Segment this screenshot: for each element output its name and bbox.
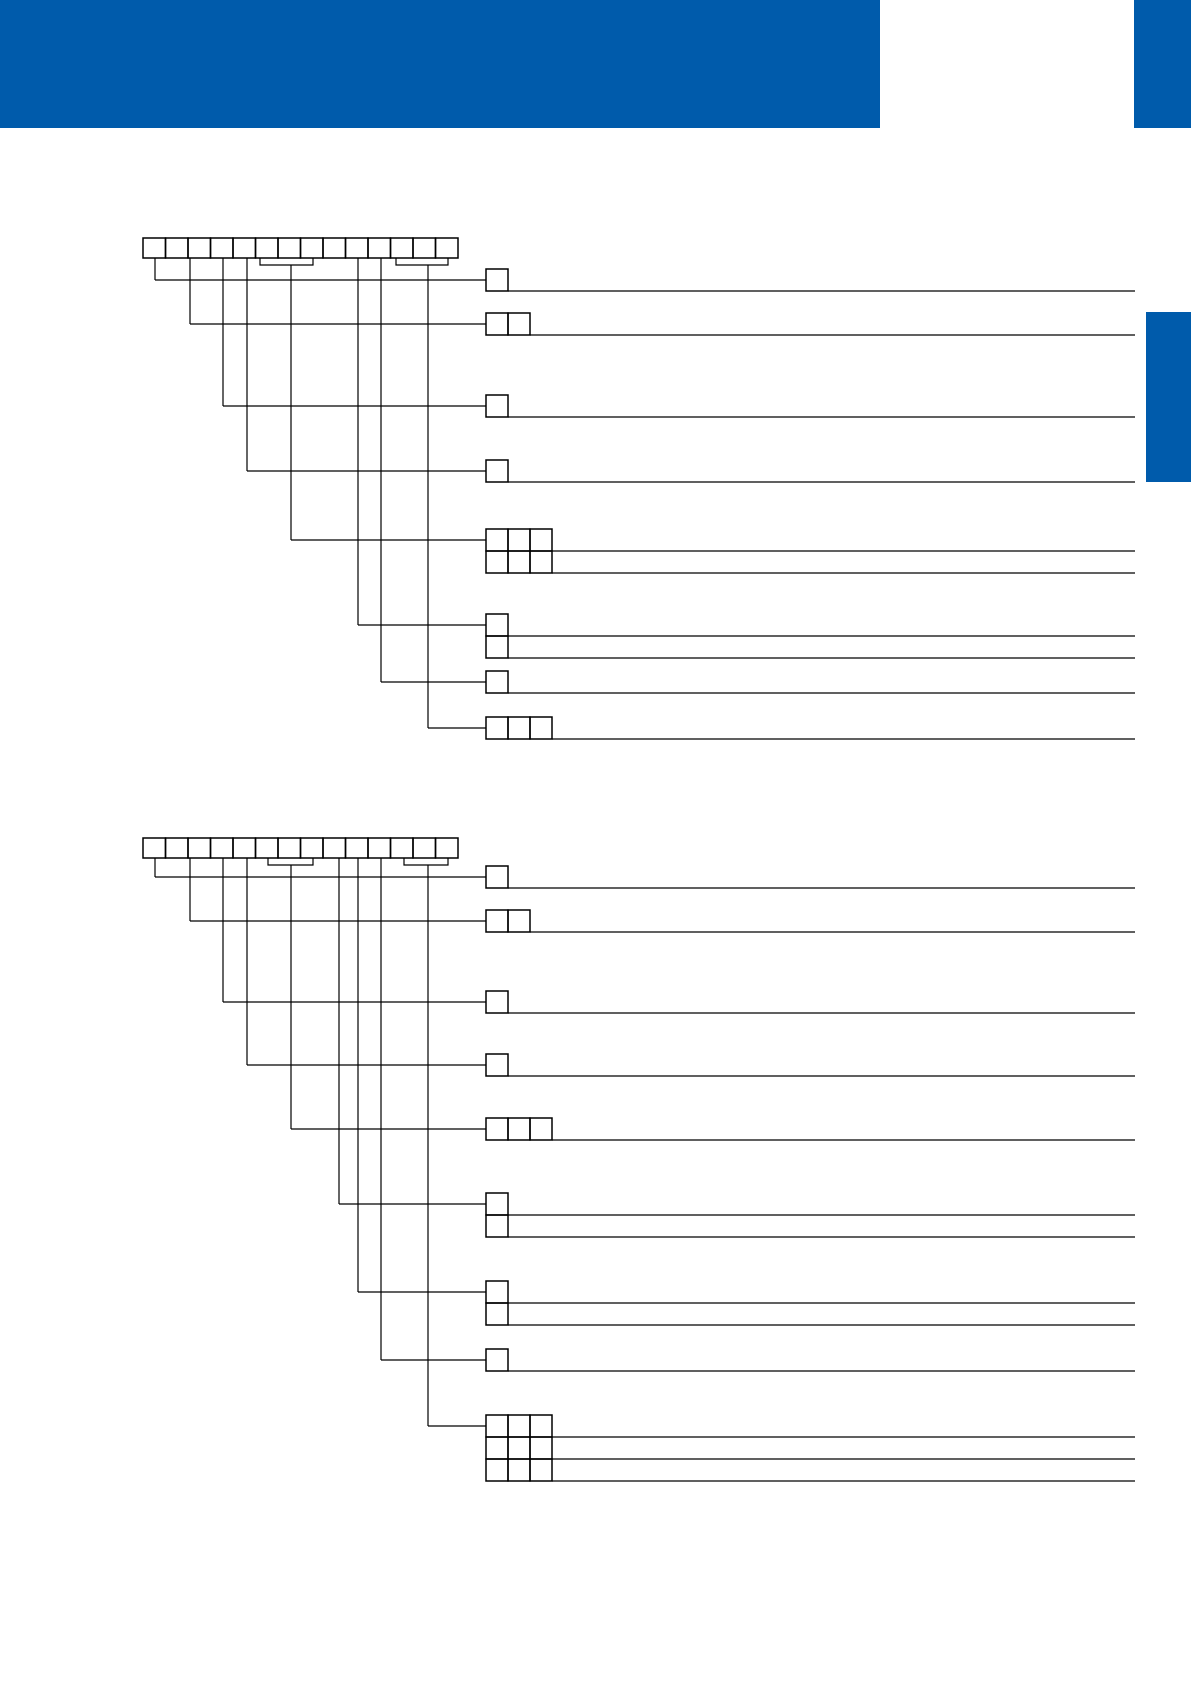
- diagram-1-code-box: [233, 238, 256, 258]
- diagram-2-option-box: [486, 1459, 508, 1481]
- diagram-1-code-box: [166, 238, 189, 258]
- diagram-2-option-box: [486, 910, 508, 932]
- diagram-1-option-box: [508, 717, 530, 739]
- diagram-1-option-box: [486, 313, 508, 335]
- diagram-1-group-bracket: [396, 258, 448, 265]
- diagram-2-code-box: [278, 838, 301, 858]
- diagram-1-option-box: [486, 269, 508, 291]
- diagram-1-code-box: [346, 238, 369, 258]
- diagram-2-option-box: [486, 1118, 508, 1140]
- diagram-1-option-box: [486, 671, 508, 693]
- diagram-2-code-box: [256, 838, 279, 858]
- diagram-1-code-box: [436, 238, 459, 258]
- diagram-2-option-box: [508, 910, 530, 932]
- diagram-2-option-box: [486, 866, 508, 888]
- diagram-1-option-box: [486, 551, 508, 573]
- diagram-2-option-box: [486, 1215, 508, 1237]
- diagram-1-group-bracket: [260, 258, 313, 265]
- diagram-2-option-box: [486, 1281, 508, 1303]
- diagram-2-option-box: [508, 1118, 530, 1140]
- diagram-1-code-box: [391, 238, 414, 258]
- diagram-1-option-box: [508, 529, 530, 551]
- diagram-1-option-box: [486, 614, 508, 636]
- diagram-1-option-box: [530, 529, 552, 551]
- diagram-1-code-box: [188, 238, 211, 258]
- diagram-2-code-box: [233, 838, 256, 858]
- diagram-2-code-box: [368, 838, 391, 858]
- diagram-1-code-box: [211, 238, 234, 258]
- diagram-1-option-box: [486, 636, 508, 658]
- diagram-2-option-box: [486, 1349, 508, 1371]
- diagram-1-option-box: [530, 717, 552, 739]
- diagram-2-option-box: [486, 1193, 508, 1215]
- diagram-1-code-box: [323, 238, 346, 258]
- diagram-1-option-box: [486, 529, 508, 551]
- diagram-2-code-box: [323, 838, 346, 858]
- diagram-2-code-box: [166, 838, 189, 858]
- diagram-1-option-box: [530, 551, 552, 573]
- diagram-2-option-box: [530, 1437, 552, 1459]
- diagram-2-option-box: [486, 991, 508, 1013]
- diagram-2-code-box: [143, 838, 166, 858]
- diagram-1-option-box: [508, 551, 530, 573]
- diagram-2-group-bracket: [268, 858, 313, 865]
- diagram-1-option-box: [486, 395, 508, 417]
- diagram-1-code-box: [143, 238, 166, 258]
- diagram-2-code-box: [301, 838, 324, 858]
- diagram-1-code-box: [368, 238, 391, 258]
- diagram-1-code-box: [256, 238, 279, 258]
- diagram-1-option-box: [486, 460, 508, 482]
- diagram-2-code-box: [413, 838, 436, 858]
- diagram-2-option-box: [486, 1054, 508, 1076]
- diagram-2-code-box: [211, 838, 234, 858]
- diagram-1-option-box: [486, 717, 508, 739]
- diagram-2-option-box: [486, 1415, 508, 1437]
- diagram-2-group-bracket: [404, 858, 448, 865]
- diagram-2-code-box: [436, 838, 459, 858]
- diagram-2-code-box: [391, 838, 414, 858]
- diagram-2-option-box: [486, 1437, 508, 1459]
- diagram-1-option-box: [508, 313, 530, 335]
- diagram-2-code-box: [346, 838, 369, 858]
- diagram-1-code-box: [278, 238, 301, 258]
- diagram-2-option-box: [508, 1459, 530, 1481]
- diagram-1-code-box: [301, 238, 324, 258]
- diagram-2-code-box: [188, 838, 211, 858]
- diagram-2-option-box: [530, 1415, 552, 1437]
- diagram-1-code-box: [413, 238, 436, 258]
- diagram-2-option-box: [508, 1415, 530, 1437]
- diagram-2-option-box: [530, 1118, 552, 1140]
- diagram-2-option-box: [530, 1459, 552, 1481]
- diagram-2-option-box: [508, 1437, 530, 1459]
- diagram-2-option-box: [486, 1303, 508, 1325]
